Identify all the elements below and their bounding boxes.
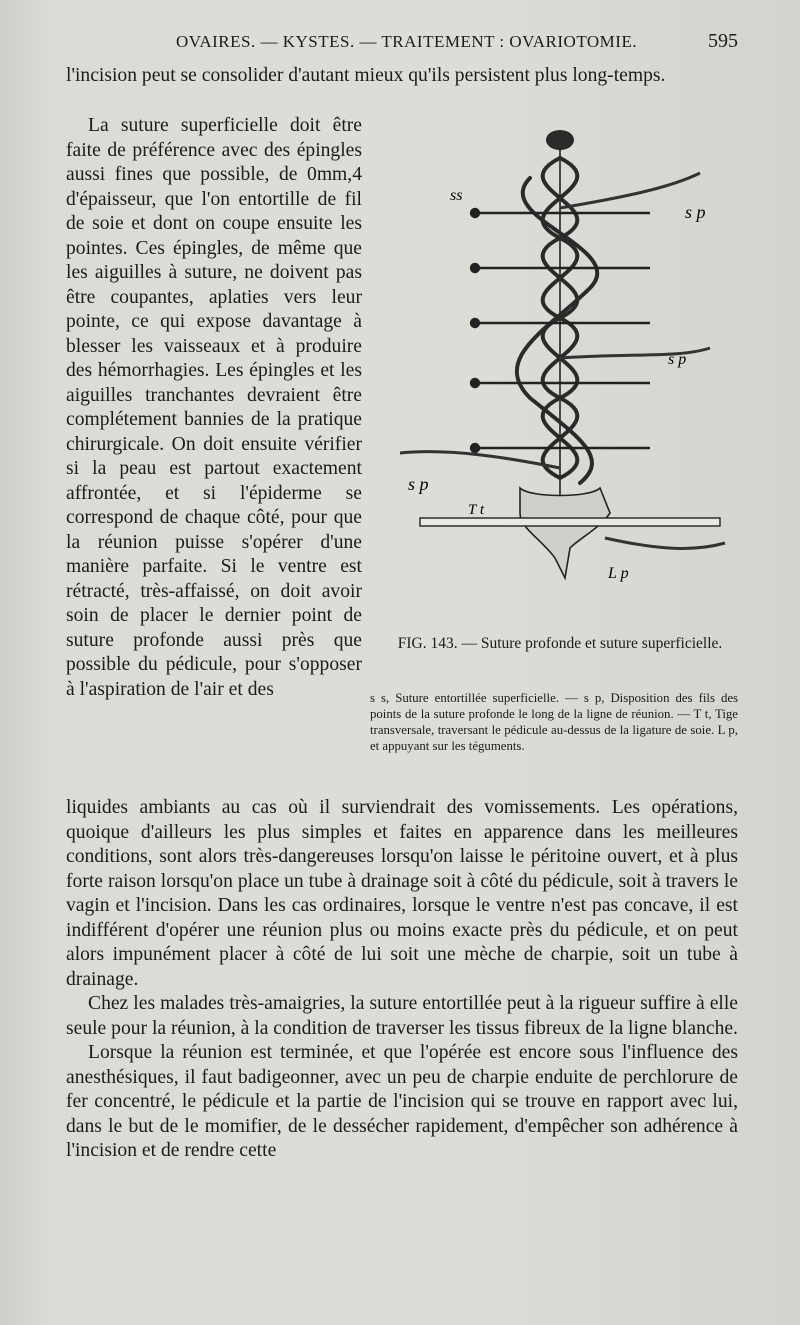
label-lp: L p — [608, 565, 629, 582]
opening-lines — [66, 64, 738, 89]
label-sp-top: s p — [685, 202, 706, 222]
twisted-thread — [517, 158, 597, 483]
figure-legend: s s, Suture entortillée superficielle. — s p, Disposition des fils des points de la suture profonde le long de la ligne de réunion. — T t, Tige transversale, traversant le pédicule au-dessus de la ligature de soie. L p, et appuyant sur les téguments. — [370, 691, 738, 753]
paragraph-continuation: l'incision peut se consolider d'autant mieux qu'ils persistent plus long-temps. — [66, 65, 666, 86]
suture-illustration — [380, 118, 740, 598]
figure-caption: FIG. 143. — Suture profonde et suture superficielle. — [397, 635, 723, 652]
narrow-column — [66, 114, 362, 702]
label-tt: T t — [468, 502, 484, 518]
full-column — [66, 796, 738, 1164]
label-sp-left: s p — [408, 474, 429, 494]
label-sp-mid: s p — [668, 351, 687, 368]
page-number: 595 — [708, 30, 738, 52]
pin-head-icon — [546, 130, 574, 150]
paragraph-reunion: Lorsque la réunion est terminée, et que l'opérée est encore sous l'influence des anesthésiques, il faut badigeonner, avec un peu de charpie enduite de perchlorure de fer concentré, le pédicule et la partie de l'incision qui se trouve en rapport avec lui, dans le but de le momifier, de le dessécher rapidement, d'empêcher son adhérence à l'incision et de rendre cette — [66, 1042, 738, 1161]
page-header — [66, 30, 738, 56]
label-ss: ss — [450, 187, 463, 204]
transverse-rod — [420, 518, 720, 526]
running-head: OVAIRES. — KYSTES. — TRAITEMENT : OVARIOTOMIE. — [176, 32, 638, 51]
paragraph-continued: liquides ambiants au cas où il surviendrait des vomissements. Les opérations, quoique d'ailleurs les plus simples et faites en apparence dans les meilleures conditions, sont alors très-dangereuses lorsqu'on laisse le péritoine ouvert, et à plus forte raison lorsqu'on place un tube à drainage soit à côté du pédicule, soit à travers le vagin et l'incision. Dans les cas ordinaires, lorsque le ventre n'est pas concave, il est indifférent d'opérer une réunion plus ou moins exacte près du pédicule, et on peut alors impunément placer à côté de lui soit une mèche de charpie, soit un tube à drainage. — [66, 797, 738, 990]
pedicle-icon — [520, 488, 610, 578]
paragraph-suture: La suture superficielle doit être faite de préférence avec des épingles aussi fines que possible, de 0mm,4 d'épaisseur, que l'on entortille de fil de soie et dont on coupe ensuite les pointes. Ces épingles, de même que les aiguilles à suture, ne doivent pas être coupantes, aplaties vers leur pointe, ce qui expose davantage à blesser les vaisseaux et à produire des hémorrhagies. Les épingles et les aiguilles tranchantes devraient être complétement bannies de la pratique chirurgicale. On doit ensuite vérifier si la peau est partout exactement affrontée, et si l'épiderme se correspond de chaque côté, pour que la réunion puisse s'opérer d'une manière parfaite. Si le ventre est rétracté, très-affaissé, on doit avoir soin de placer le dernier point de suture profonde aussi près que possible du pédicule, pour s'opposer à l'aspiration de l'air et des — [66, 115, 362, 700]
paragraph-amaigries: Chez les malades très-amaigries, la suture entortillée peut à la rigueur suffire à elle seule pour la réunion, à la condition de traverser les tissus fibreux de la ligne blanche. — [66, 993, 738, 1039]
